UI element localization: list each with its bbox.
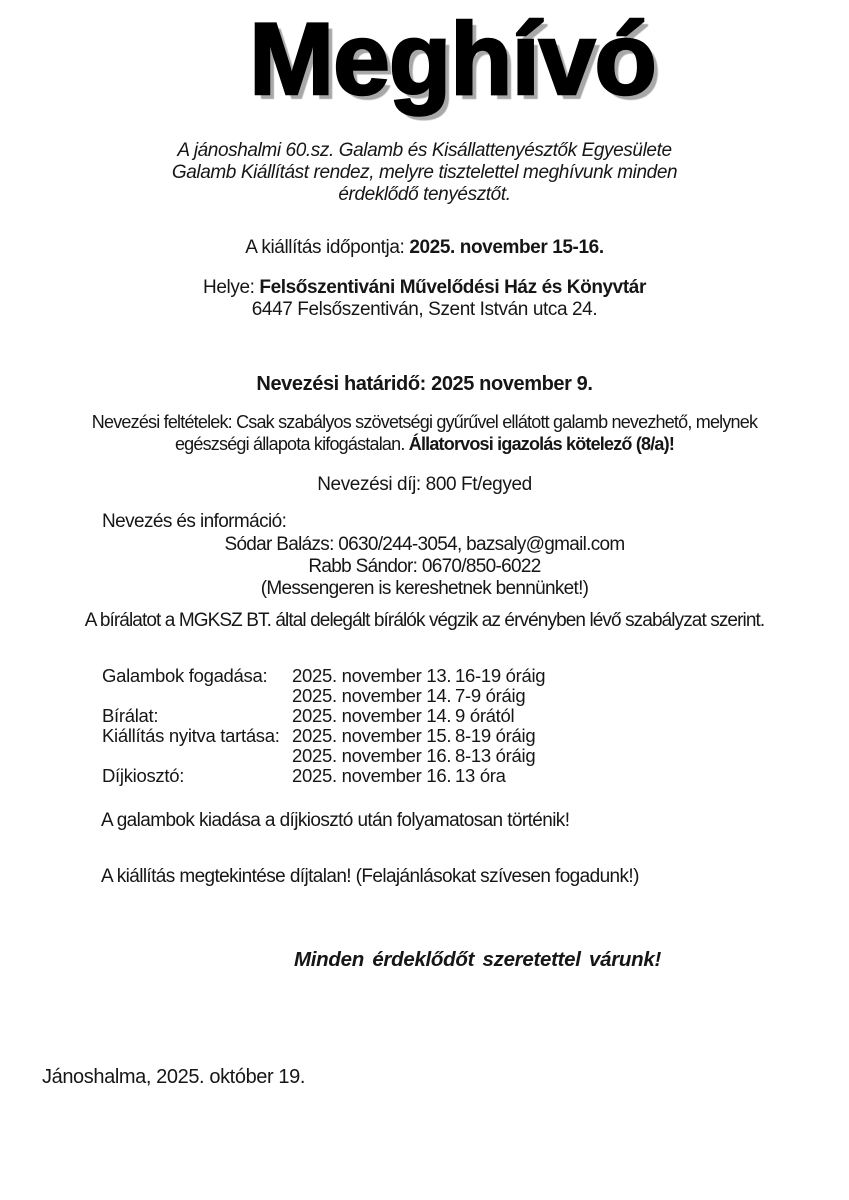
schedule-time: 9 órától xyxy=(455,705,515,726)
schedule-date: 2025. november 14. xyxy=(292,685,452,706)
contact-line-2: Rabb Sándor: 0670/850-6022 xyxy=(308,556,541,577)
intro-line-2: Galamb Kiállítást rendez, melyre tisztelettel meghívunk minden xyxy=(171,162,678,183)
conditions-line-2 xyxy=(0,433,849,455)
schedule-label xyxy=(102,686,292,706)
schedule-label: Kiállítás nyitva tartása: xyxy=(102,725,280,746)
schedule-row xyxy=(102,766,545,786)
contact-block xyxy=(0,534,849,600)
venue-line xyxy=(0,277,849,299)
venue-block xyxy=(0,277,849,321)
venue-address: 6447 Felsőszentiván, Szent István utca 24. xyxy=(251,299,598,320)
schedule-label: Bírálat: xyxy=(102,705,159,726)
schedule-row xyxy=(102,706,545,726)
schedule-date: 2025. november 16. xyxy=(292,745,452,766)
closing-line: Minden érdeklődőt szeretettel várunk! xyxy=(294,948,661,971)
free-admission-note: A kiállítás megtekintése díjtalan! (Felajánlásokat szívesen fogadunk!) xyxy=(101,866,639,887)
conditions-line-1: Nevezési feltételek: Csak szabályos szövetségi gyűrűvel ellátott galamb nevezhető, melynek xyxy=(91,412,758,432)
exhibition-date-label: A kiállítás időpontja: xyxy=(245,237,410,258)
schedule-time: 8-19 óráig xyxy=(455,725,536,746)
contact-heading: Nevezés és információ: xyxy=(102,511,287,532)
entry-conditions xyxy=(0,411,849,455)
intro-line-1: A jánoshalmi 60.sz. Galamb és Kisállattenyésztők Egyesülete xyxy=(177,140,672,161)
schedule-row xyxy=(102,686,545,706)
exhibition-date-value: 2025. november 15-16. xyxy=(409,237,604,258)
schedule-label xyxy=(102,746,292,766)
intro-paragraph xyxy=(0,140,849,206)
entry-fee: Nevezési díj: 800 Ft/egyed xyxy=(317,474,532,495)
schedule-date: 2025. november 14. xyxy=(292,705,452,726)
schedule-date: 2025. november 15. xyxy=(292,725,452,746)
schedule-time: 7-9 óráig xyxy=(455,685,526,706)
conditions-line-2-normal: egészségi állapota kifogástalan. xyxy=(174,434,409,454)
schedule-time: 8-13 óráig xyxy=(455,745,536,766)
schedule-time: 13 óra xyxy=(455,765,506,786)
schedule-label: Galambok fogadása: xyxy=(102,665,268,686)
schedule-row xyxy=(102,666,545,686)
entry-deadline: Nevezési határidő: 2025 november 9. xyxy=(256,373,593,395)
judging-note: A bírálatot a MGKSZ BT. által delegált bírálók végzik az érvényben lévő szabályzat szerint. xyxy=(84,610,765,631)
schedule-date: 2025. november 16. xyxy=(292,765,452,786)
schedule-label: Díjkiosztó: xyxy=(102,765,185,786)
conditions-line-2-bold: Állatorvosi igazolás kötelező (8/a)! xyxy=(408,434,675,454)
dateline: Jánoshalma, 2025. október 19. xyxy=(42,1066,306,1088)
release-note: A galambok kiadása a díjkiosztó után folyamatosan történik! xyxy=(101,810,570,831)
schedule-row xyxy=(102,746,545,766)
contact-line-1: Sódar Balázs: 0630/244-3054, bazsaly@gmail.com xyxy=(224,534,625,555)
schedule-table xyxy=(102,666,545,786)
schedule-date: 2025. november 13. xyxy=(292,665,452,686)
schedule-time: 16-19 óráig xyxy=(455,665,546,686)
schedule-row xyxy=(102,726,545,746)
venue-name: Felsőszentiváni Művelődési Ház és Könyvtár xyxy=(259,277,646,298)
page-title: Meghívó xyxy=(249,2,656,116)
exhibition-date-line xyxy=(0,237,849,259)
venue-label: Helye: xyxy=(203,277,260,298)
contact-line-3: (Messengeren is kereshetnek bennünket!) xyxy=(260,578,589,599)
intro-line-3: érdeklődő tenyésztőt. xyxy=(338,184,511,205)
